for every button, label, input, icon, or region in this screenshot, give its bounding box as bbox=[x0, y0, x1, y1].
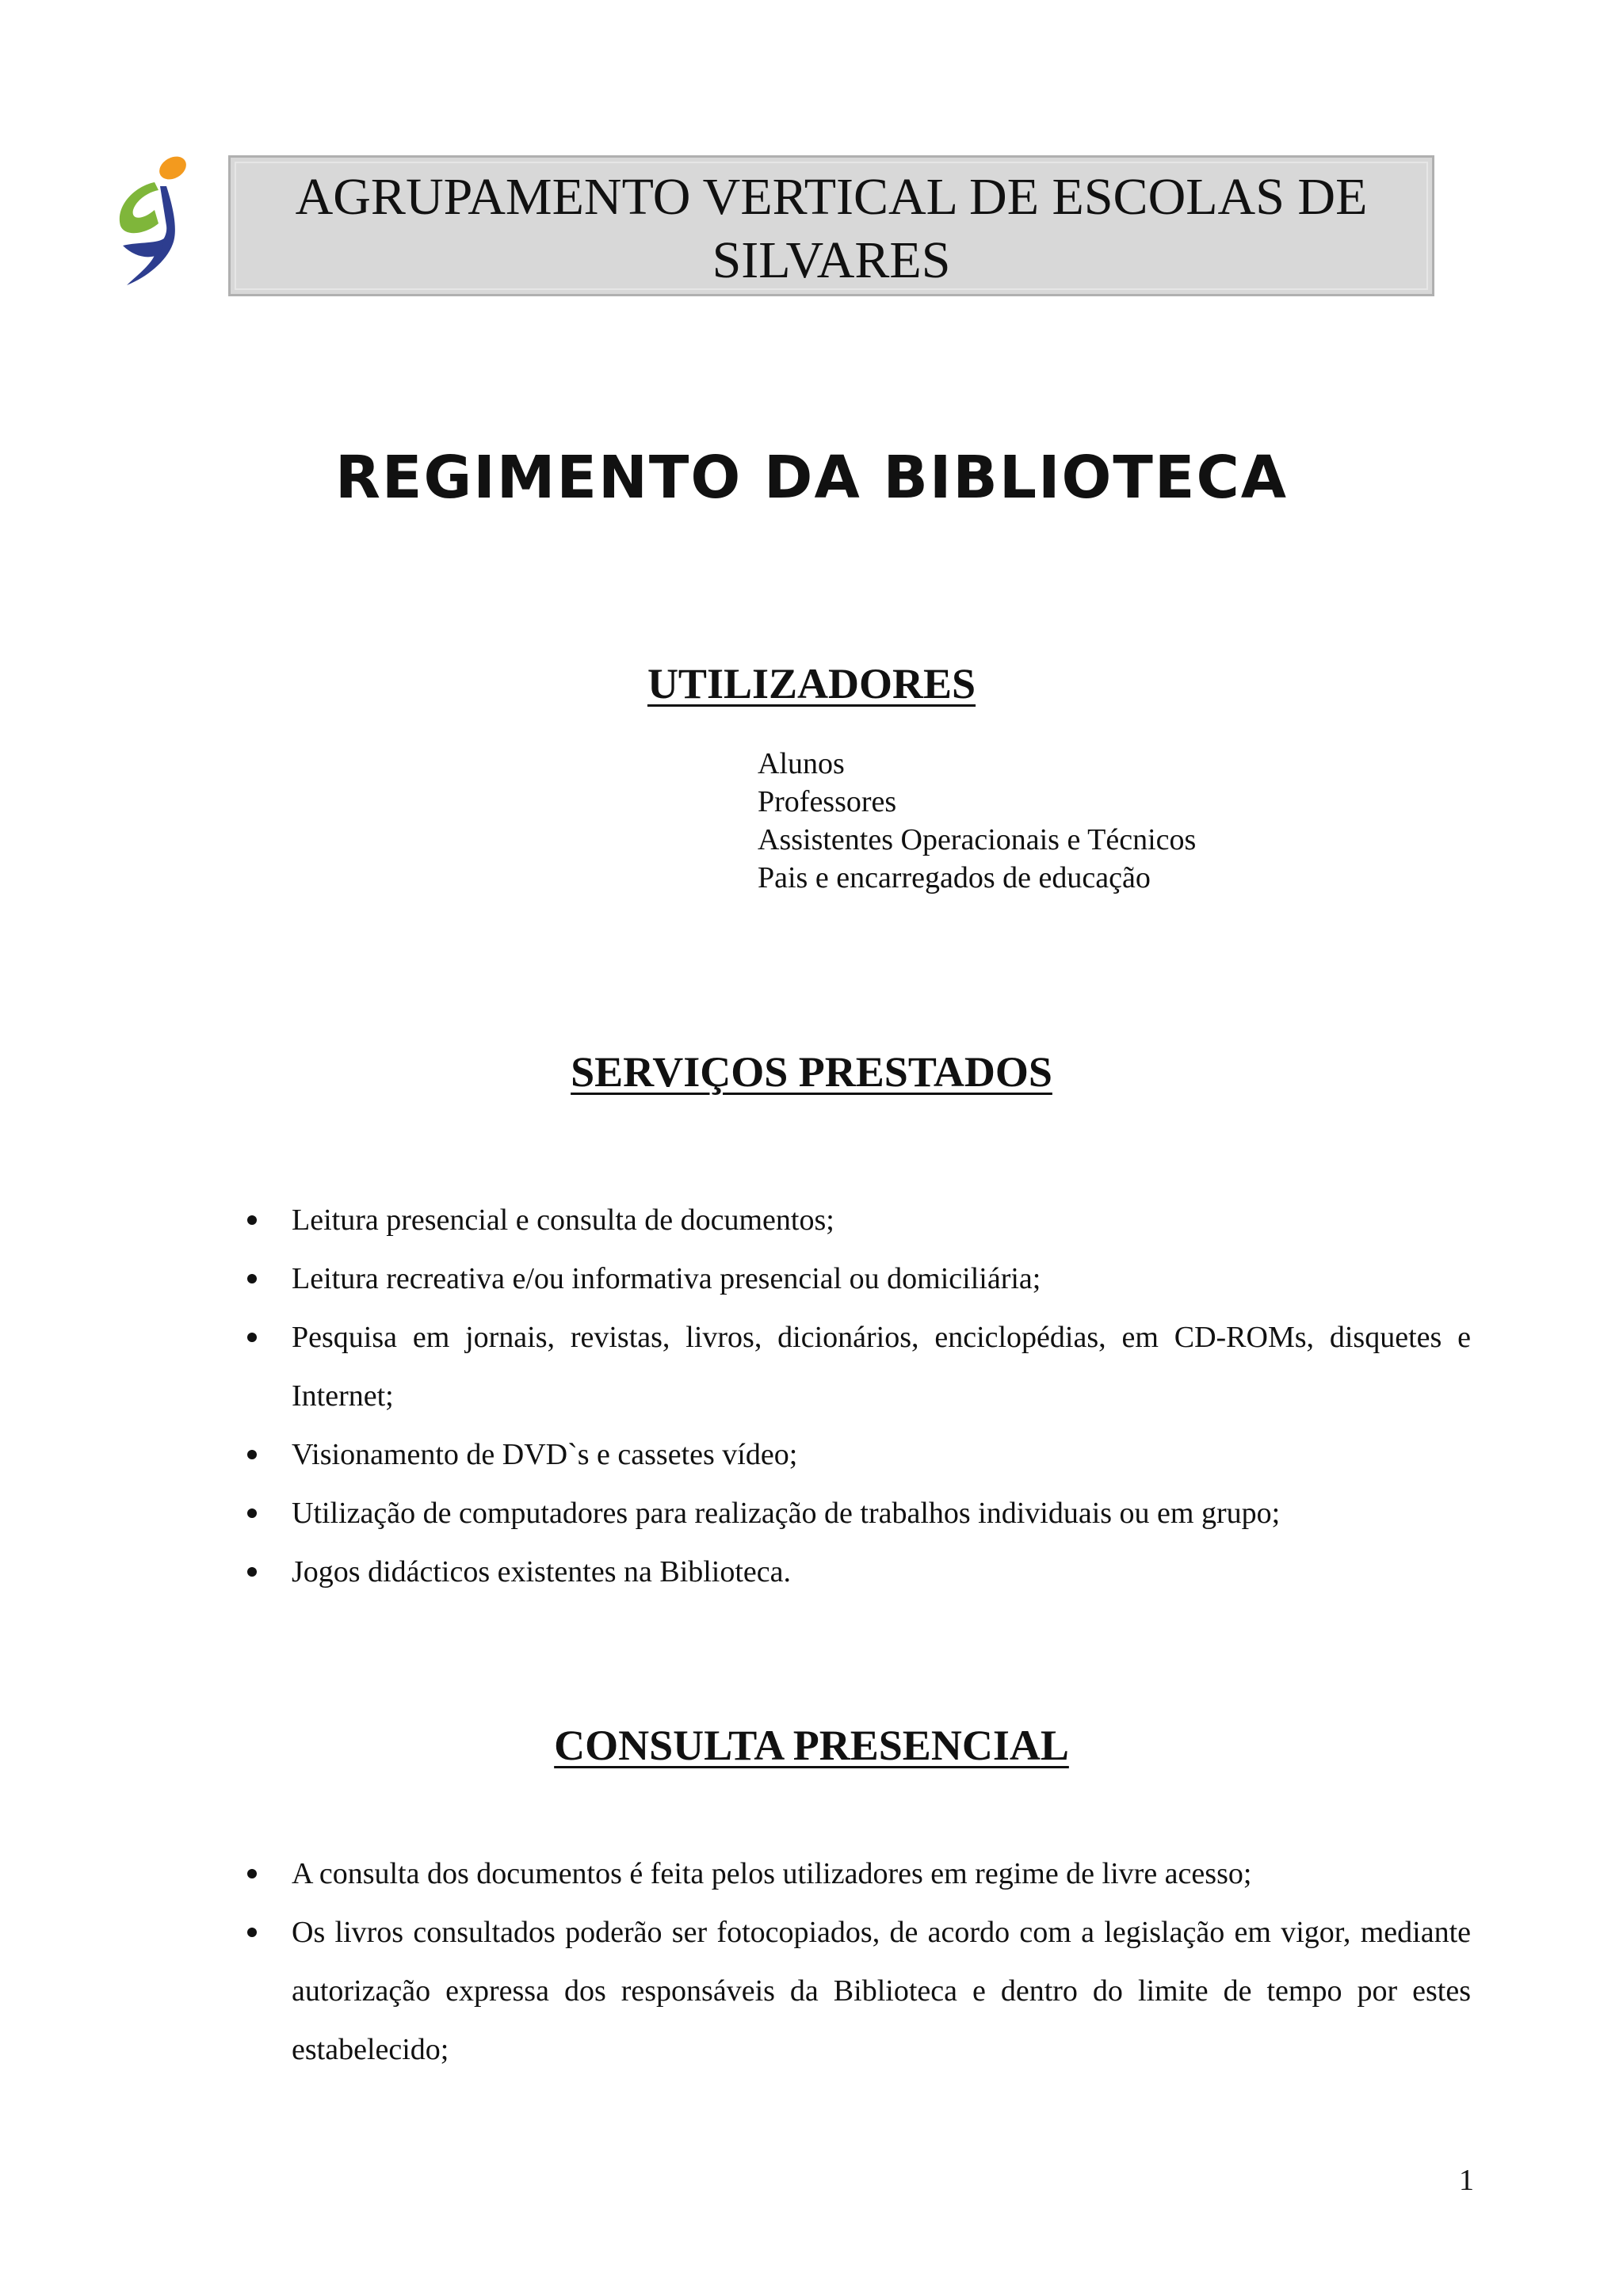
list-item: Utilização de computadores para realização de trabalhos individuais ou em grupo; bbox=[246, 1484, 1471, 1543]
list-item: A consulta dos documentos é feita pelos utilizadores em regime de livre acesso; bbox=[246, 1844, 1471, 1903]
list-item: Visionamento de DVD`s e cassetes vídeo; bbox=[246, 1425, 1471, 1484]
list-item: Professores bbox=[758, 785, 897, 818]
list-item: Jogos didácticos existentes na Biblioteca. bbox=[246, 1543, 1471, 1601]
list-item: Assistentes Operacionais e Técnicos bbox=[758, 823, 1197, 856]
list-item: Leitura recreativa e/ou informativa presencial ou domiciliária; bbox=[246, 1249, 1471, 1308]
list-item: Leitura presencial e consulta de documentos; bbox=[246, 1191, 1471, 1249]
list-item: Alunos bbox=[758, 747, 845, 780]
users-list bbox=[758, 745, 1196, 897]
consultation-list bbox=[246, 1844, 1471, 2079]
section-heading-servicos: SERVIÇOS PRESTADOS bbox=[571, 1048, 1052, 1096]
list-item: Pesquisa em jornais, revistas, livros, dicionários, enciclopédias, em CD-ROMs, disquetes e Internet; bbox=[246, 1308, 1471, 1425]
section-heading-consulta: CONSULTA PRESENCIAL bbox=[554, 1722, 1069, 1769]
services-list bbox=[246, 1191, 1471, 1601]
page-number: 1 bbox=[1459, 2164, 1474, 2197]
school-logo-icon bbox=[111, 151, 190, 293]
header-line-2: SILVARES bbox=[712, 231, 951, 289]
page-title: REGIMENTO DA BIBLIOTECA bbox=[334, 444, 1289, 512]
header-line-1: AGRUPAMENTO VERTICAL DE ESCOLAS DE bbox=[295, 168, 1368, 226]
list-item: Os livros consultados poderão ser fotocopiados, de acordo com a legislação em vigor, mediante autorização expressa dos responsáveis da Biblioteca e dentro do limite de tempo por estes estabelecido; bbox=[246, 1903, 1471, 2079]
list-item: Pais e encarregados de educação bbox=[758, 861, 1151, 894]
header-banner bbox=[228, 155, 1434, 296]
section-heading-utilizadores: UTILIZADORES bbox=[647, 660, 976, 707]
